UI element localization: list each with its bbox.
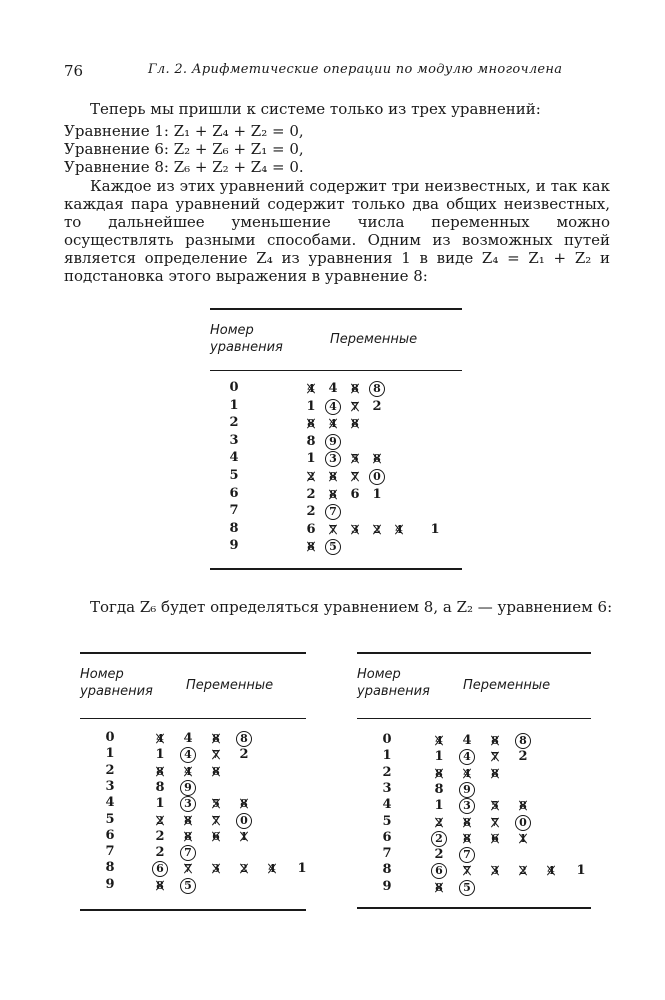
table-bottom-rule <box>357 907 591 909</box>
equation-number: 5 <box>105 811 115 827</box>
variable: 4 <box>462 733 472 748</box>
crossed-variable: 3 <box>486 862 504 879</box>
crossed-variable: 1 <box>235 828 253 845</box>
circled-variable: 4 <box>458 748 476 765</box>
table-row <box>80 795 306 812</box>
table-row <box>80 779 306 796</box>
crossed-variable: 4 <box>324 415 342 432</box>
crossed-variable: 7 <box>486 748 504 765</box>
table-row <box>357 732 591 749</box>
crossed-variable: 8 <box>207 730 225 747</box>
table-row <box>80 860 306 877</box>
crossed-variable: 6 <box>486 830 504 847</box>
crossed-variable: 5 <box>486 797 504 814</box>
variable: 6 <box>306 521 316 537</box>
circled-variable: 4 <box>324 398 342 415</box>
table-row <box>357 814 591 831</box>
variable: 1 <box>306 451 316 467</box>
crossed-variable: 8 <box>430 879 448 896</box>
equation-number: 4 <box>105 795 115 811</box>
crossed-variable: 2 <box>430 814 448 831</box>
intro-text: Теперь мы пришли к системе только из трех уравнений: <box>90 100 541 118</box>
equation-number: 1 <box>229 397 239 413</box>
table-row <box>80 763 306 780</box>
main-paragraph: Каждое из этих уравнений содержит три неизвестных, и так как каждая пара уравнений содержит только два общих неизвестных, то дальнейшее уменьшение числа переменных можно осуществлять разными способами. Одним из возможных путей является определение Z₄ из уравнения 1 в виде Z₄ = Z₁ + Z₂ и подстановка этого выражения в уравнение 8: <box>64 177 610 285</box>
table-row <box>357 879 591 896</box>
circled-variable: 5 <box>324 538 342 555</box>
equation-8: Уравнение 8: Z₆ + Z₂ + Z₄ = 0. <box>64 158 304 176</box>
table-top-rule <box>210 308 462 310</box>
crossed-variable: 8 <box>179 828 197 845</box>
equation-number: 7 <box>382 846 392 862</box>
equation-number: 1 <box>382 748 392 764</box>
table-row <box>357 862 591 879</box>
table-row <box>210 486 462 503</box>
table-bottom-rule <box>210 568 462 570</box>
variable: 2 <box>155 845 165 861</box>
variable: 1 <box>155 747 165 763</box>
table-bottom-rule <box>80 909 306 911</box>
crossed-variable: 5 <box>346 450 364 467</box>
table-header-variables: Переменные <box>186 678 274 693</box>
variable: 2 <box>306 504 316 520</box>
table-row <box>210 380 462 397</box>
crossed-variable: 8 <box>235 795 253 812</box>
equation-number: 0 <box>229 380 239 395</box>
circled-variable: 0 <box>235 812 253 829</box>
circled-variable: 0 <box>514 814 532 831</box>
table-equations-1 <box>210 308 462 570</box>
circled-variable: 3 <box>179 795 197 812</box>
crossed-variable: 8 <box>486 732 504 749</box>
crossed-variable: 2 <box>368 521 386 538</box>
equation-number: 9 <box>382 878 392 894</box>
equation-number: 6 <box>229 485 239 501</box>
crossed-variable: 8 <box>368 450 386 467</box>
equation-number: 6 <box>382 829 392 845</box>
crossed-variable: 1 <box>514 830 532 847</box>
equation-number: 8 <box>229 520 239 536</box>
circled-variable: 9 <box>458 781 476 798</box>
equation-number: 4 <box>229 450 239 466</box>
equation-number: 2 <box>382 764 392 780</box>
circled-variable: 3 <box>324 450 342 467</box>
crossed-variable: 8 <box>302 538 320 555</box>
equation-number: 3 <box>105 778 115 794</box>
crossed-variable: 2 <box>302 468 320 485</box>
crossed-variable: 7 <box>346 398 364 415</box>
table-row <box>210 468 462 485</box>
crossed-variable: 6 <box>207 828 225 845</box>
crossed-variable: 4 <box>179 763 197 780</box>
equation-number: 5 <box>382 813 392 829</box>
bottom-text: Тогда Z₆ будет определяться уравнением 8, а Z₂ — уравнением 6: <box>90 598 613 616</box>
equation-number: 0 <box>105 730 115 745</box>
table-row <box>357 781 591 798</box>
crossed-variable: 4 <box>458 765 476 782</box>
variable: 2 <box>372 398 382 414</box>
crossed-variable: 7 <box>179 860 197 877</box>
equation-number: 2 <box>229 415 239 431</box>
crossed-variable: 8 <box>207 763 225 780</box>
circled-variable: 6 <box>151 860 169 877</box>
equation-number: 8 <box>105 860 115 876</box>
table-header-rule <box>210 370 462 371</box>
circled-variable: 3 <box>458 797 476 814</box>
equation-number: 6 <box>105 827 115 843</box>
table-row <box>357 748 591 765</box>
crossed-variable: 7 <box>207 746 225 763</box>
crossed-variable: 7 <box>324 521 342 538</box>
crossed-variable: 8 <box>179 812 197 829</box>
equation-number: 3 <box>382 780 392 796</box>
table-row <box>357 797 591 814</box>
variable: 1 <box>306 398 316 414</box>
circled-variable: 5 <box>458 879 476 896</box>
circled-variable: 5 <box>179 877 197 894</box>
variable: 2 <box>434 847 444 863</box>
table-row <box>210 398 462 415</box>
variable: 2 <box>518 749 528 765</box>
equation-number: 3 <box>229 432 239 448</box>
crossed-variable: 8 <box>151 763 169 780</box>
crossed-variable: 7 <box>458 862 476 879</box>
circled-variable: 0 <box>368 468 386 485</box>
variable: 1 <box>430 521 440 537</box>
crossed-variable: 8 <box>302 415 320 432</box>
table-equations-3 <box>357 652 591 914</box>
crossed-variable: 7 <box>346 468 364 485</box>
equation-number: 7 <box>229 503 239 519</box>
table-row <box>210 450 462 467</box>
crossed-variable: 8 <box>324 486 342 503</box>
crossed-variable: 8 <box>486 765 504 782</box>
crossed-variable: 2 <box>235 860 253 877</box>
circled-variable: 4 <box>179 746 197 763</box>
variable: 1 <box>155 796 165 812</box>
running-head: Гл. 2. Арифметические операции по модулю многочлена <box>148 62 563 77</box>
equation-number: 8 <box>382 862 392 878</box>
equation-number: 2 <box>105 762 115 778</box>
table-row <box>80 844 306 861</box>
table-row <box>80 746 306 763</box>
variable: 1 <box>434 798 444 814</box>
variable: 2 <box>155 828 165 844</box>
crossed-variable: 8 <box>430 765 448 782</box>
crossed-variable: 4 <box>390 521 408 538</box>
crossed-variable: 4 <box>263 860 281 877</box>
circled-variable: 6 <box>430 862 448 879</box>
crossed-variable: 8 <box>514 797 532 814</box>
crossed-variable: 3 <box>346 521 364 538</box>
crossed-variable: 8 <box>346 415 364 432</box>
crossed-variable: 8 <box>324 468 342 485</box>
variable: 1 <box>576 863 586 879</box>
table-header-number: Номер уравнения <box>80 667 153 699</box>
table-row <box>210 433 462 450</box>
table-top-rule <box>357 652 591 654</box>
table-header-rule <box>357 718 591 719</box>
table-equations-2 <box>80 652 306 914</box>
table-header-rule <box>80 718 306 719</box>
variable: 4 <box>183 731 193 746</box>
equation-number: 0 <box>382 732 392 747</box>
variable: 1 <box>434 749 444 765</box>
crossed-variable: 3 <box>207 860 225 877</box>
equation-number: 7 <box>105 844 115 860</box>
table-header-variables: Переменные <box>330 332 418 347</box>
table-row <box>80 828 306 845</box>
table-row <box>80 877 306 894</box>
table-row <box>357 846 591 863</box>
crossed-variable: 8 <box>346 380 364 397</box>
equation-number: 9 <box>105 876 115 892</box>
table-row <box>357 830 591 847</box>
variable: 1 <box>372 486 382 502</box>
table-row <box>80 812 306 829</box>
table-row <box>357 765 591 782</box>
circled-variable: 8 <box>514 732 532 749</box>
table-header-variables: Переменные <box>463 678 551 693</box>
circled-variable: 9 <box>324 433 342 450</box>
crossed-variable: 2 <box>151 812 169 829</box>
crossed-variable: 4 <box>542 862 560 879</box>
table-row <box>80 730 306 747</box>
variable: 2 <box>306 486 316 502</box>
crossed-variable: 8 <box>458 814 476 831</box>
equation-number: 5 <box>229 468 239 483</box>
table-header-number: Номер уравнения <box>210 323 283 355</box>
variable: 4 <box>328 381 338 396</box>
table-row <box>210 415 462 432</box>
equation-number: 9 <box>229 538 239 554</box>
crossed-variable: 4 <box>151 730 169 747</box>
variable: 6 <box>350 486 360 502</box>
equation-number: 1 <box>105 746 115 762</box>
variable: 2 <box>239 747 249 763</box>
circled-variable: 8 <box>368 380 386 397</box>
variable: 8 <box>434 781 444 797</box>
equation-6: Уравнение 6: Z₂ + Z₆ + Z₁ = 0, <box>64 140 304 158</box>
table-top-rule <box>80 652 306 654</box>
circled-variable: 7 <box>458 846 476 863</box>
crossed-variable: 4 <box>302 380 320 397</box>
table-header-number: Номер уравнения <box>357 667 430 699</box>
page-number: 76 <box>64 62 84 80</box>
circled-variable: 7 <box>179 844 197 861</box>
crossed-variable: 5 <box>207 795 225 812</box>
variable: 1 <box>297 861 307 877</box>
circled-variable: 2 <box>430 830 448 847</box>
equation-1: Уравнение 1: Z₁ + Z₄ + Z₂ = 0, <box>64 122 304 140</box>
variable: 8 <box>155 779 165 795</box>
circled-variable: 8 <box>235 730 253 747</box>
crossed-variable: 8 <box>458 830 476 847</box>
circled-variable: 9 <box>179 779 197 796</box>
crossed-variable: 7 <box>207 812 225 829</box>
crossed-variable: 8 <box>151 877 169 894</box>
crossed-variable: 4 <box>430 732 448 749</box>
table-row <box>210 538 462 555</box>
table-row <box>210 521 462 538</box>
equation-number: 4 <box>382 797 392 813</box>
table-row <box>210 503 462 520</box>
crossed-variable: 7 <box>486 814 504 831</box>
crossed-variable: 2 <box>514 862 532 879</box>
variable: 8 <box>306 433 316 449</box>
circled-variable: 7 <box>324 503 342 520</box>
